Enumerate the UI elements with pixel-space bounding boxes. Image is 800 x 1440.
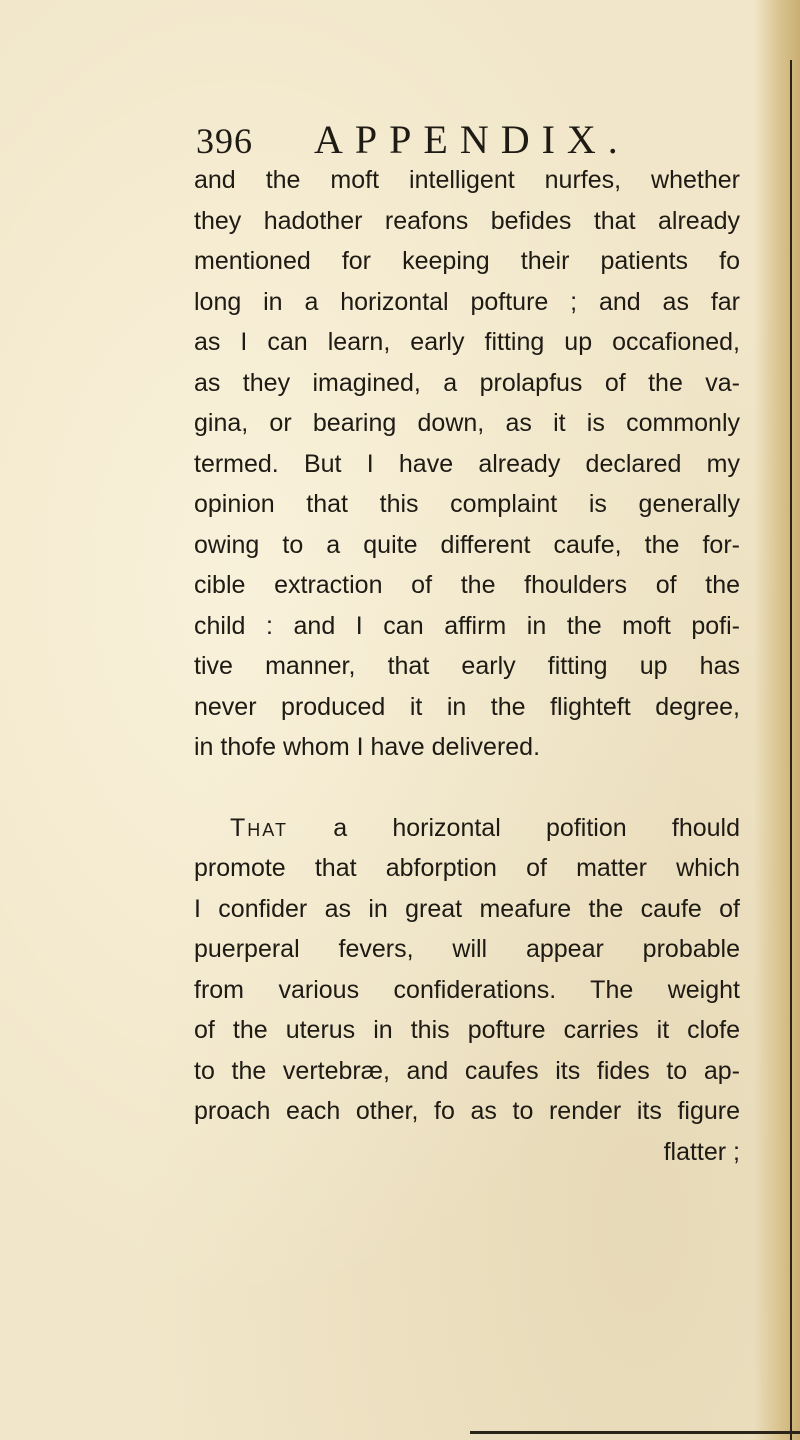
text-line: proach each other, fo as to render its figure bbox=[194, 1097, 740, 1125]
text-line: termed. But I have already declared my bbox=[194, 449, 740, 478]
page-header bbox=[196, 116, 630, 164]
text-line: child : and I can affirm in the moft pofi- bbox=[194, 611, 740, 640]
page-bottom-rule bbox=[470, 1431, 800, 1434]
lead-word: That bbox=[230, 813, 288, 842]
text-line: in thofe whom I have delivered. bbox=[194, 733, 541, 761]
text-line-rest: a horizontal pofition fhould bbox=[333, 813, 740, 842]
text-line: of the uterus in this pofture carries it clofe bbox=[194, 1016, 740, 1044]
running-head: APPENDIX. bbox=[314, 117, 630, 162]
text-line: cible extraction of the fhoulders of the bbox=[194, 571, 740, 599]
catchword: flatter ; bbox=[663, 1137, 740, 1166]
text-line: as I can learn, early fitting up occafioned, bbox=[194, 328, 740, 356]
paragraph bbox=[194, 160, 740, 768]
page-edge-line bbox=[790, 60, 792, 1440]
text-line: mentioned for keeping their patients fo bbox=[194, 247, 740, 275]
text-line: from various confiderations. The weight bbox=[194, 975, 740, 1004]
text-line bbox=[194, 808, 740, 849]
text-line: gina, or bearing down, as it is commonly bbox=[194, 409, 740, 437]
paragraph-gap bbox=[194, 768, 740, 808]
text-line: never produced it in the flighteft degree, bbox=[194, 692, 740, 721]
text-line: tive manner, that early fitting up has bbox=[194, 652, 740, 680]
text-line: to the vertebræ, and caufes its fides to ap- bbox=[194, 1056, 740, 1085]
page-number: 396 bbox=[196, 121, 253, 161]
paragraph bbox=[194, 808, 740, 1132]
text-line: and the moft intelligent nurfes, whether bbox=[194, 166, 740, 194]
text-line: promote that abforption of matter which bbox=[194, 854, 740, 882]
text-line: they hadother reafons befides that already bbox=[194, 206, 740, 235]
text-line: opinion that this complaint is generally bbox=[194, 490, 740, 518]
page-edge-shadow bbox=[754, 0, 800, 1440]
text-line: owing to a quite different caufe, the for- bbox=[194, 530, 740, 559]
text-line: I confider as in great meafure the caufe of bbox=[194, 894, 740, 923]
body-text bbox=[194, 160, 740, 1172]
text-line: puerperal fevers, will appear probable bbox=[194, 935, 740, 963]
text-line: long in a horizontal pofture ; and as far bbox=[194, 287, 740, 316]
text-line: as they imagined, a prolapfus of the va- bbox=[194, 368, 740, 397]
